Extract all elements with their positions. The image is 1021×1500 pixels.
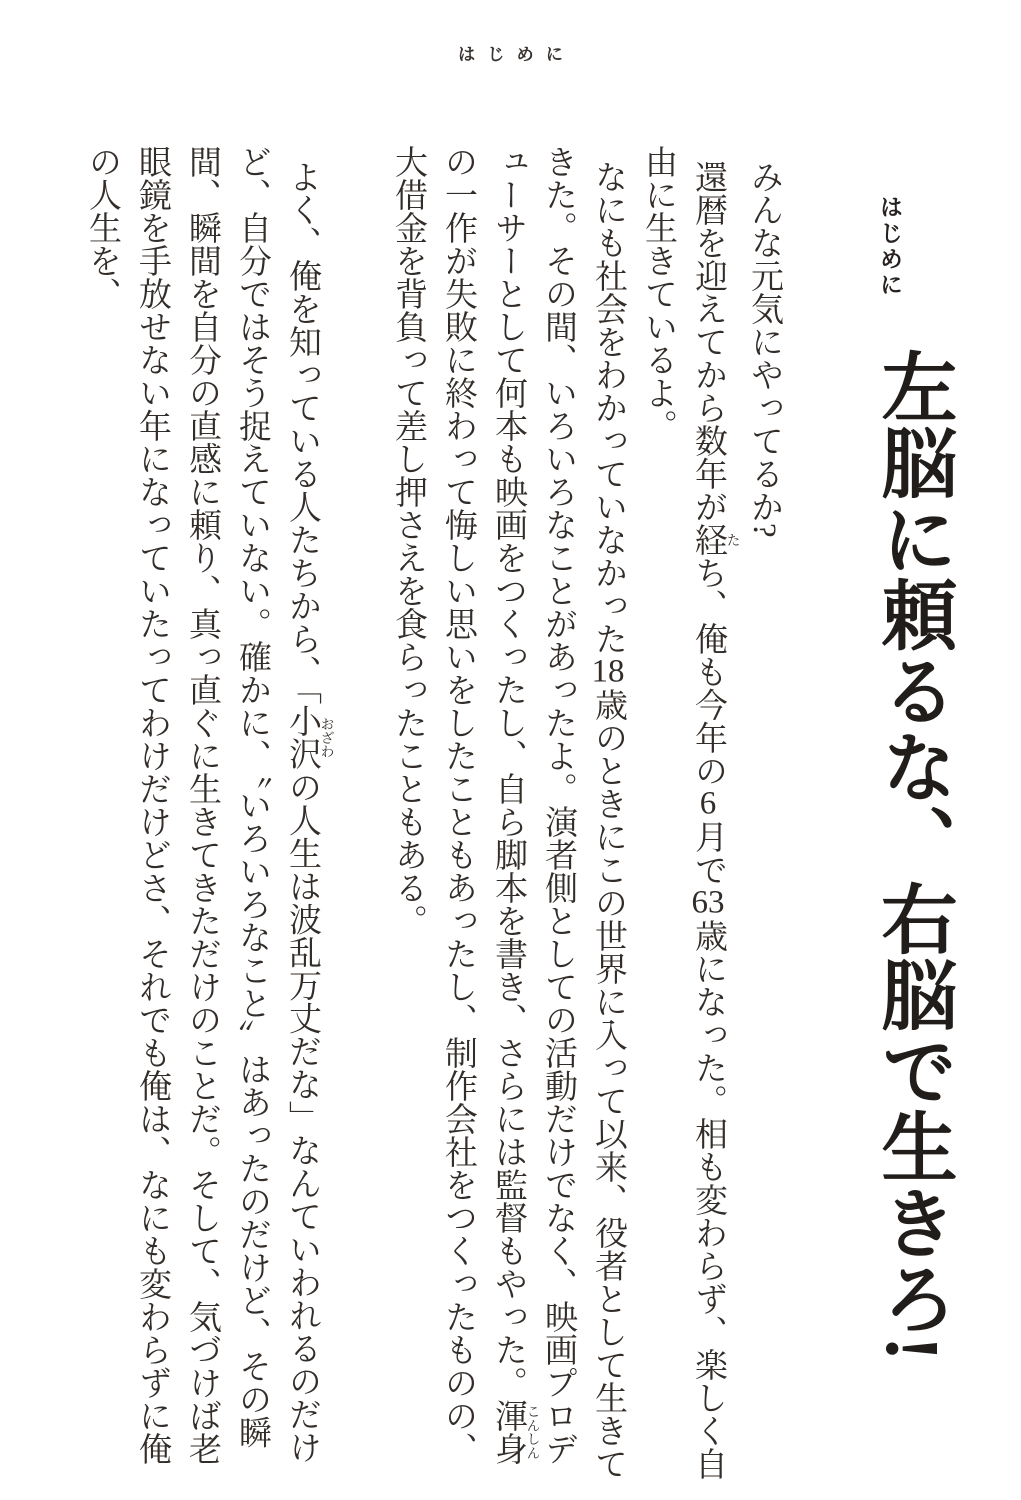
paragraph: 還暦を迎えてから数年が経たち、俺も今年の6月で63歳になった。相も変わらず、楽しく自由に生きているよ。	[640, 145, 740, 1480]
furigana: おざわ	[318, 704, 334, 771]
tate-chu-yoko-number: 6	[699, 786, 717, 820]
ruby-word: 小沢おざわ	[284, 704, 334, 771]
paragraph: よく、俺を知っている人たちから、「小沢おざわの人生は波乱万丈だな」なんていわれるのだけど、自分ではそう捉えていない。確かに、〝いろいろなこと〟はあったのだけど、その瞬間、瞬間を自分の直感に頼り、真っ直ぐに生きてきただけのことだ。そして、気づけば老眼鏡を手放せない年になっていたってわけだけどさ、それでも俺は、なにも変わらずに俺の人生を、	[84, 145, 334, 1465]
body-text	[77, 145, 789, 1481]
furigana: た	[724, 522, 740, 556]
furigana: こんしん	[524, 1399, 540, 1465]
running-head: はじめに	[458, 45, 576, 64]
ruby-word: 経た	[690, 522, 740, 556]
chapter-title: 左脳に頼るな、右脳で生きろ!	[870, 348, 954, 1362]
paragraph: なにも社会をわかっていなかった18歳のときにこの世界に入って以来、役者として生きてきた。その間、いろいろなことがあったよ。演者側としての活動だけでなく、映画プロデューサーとして何本も映画をつくったし、自ら脚本を書き、さらには監督もやった。渾身こんしんの一作が失敗に終わって悔しい思いをしたこともあったし、制作会社をつくったものの、大借金を背負って差し押さえを食らったこともある。	[390, 145, 626, 1480]
tate-chu-yoko-number: 63	[691, 885, 725, 919]
tate-chu-yoko-number: 18	[591, 654, 625, 688]
paragraph: みんな元気にやってるか?	[746, 159, 782, 538]
chapter-label: はじめに	[877, 195, 902, 299]
ruby-word: 渾身こんしん	[490, 1399, 540, 1465]
